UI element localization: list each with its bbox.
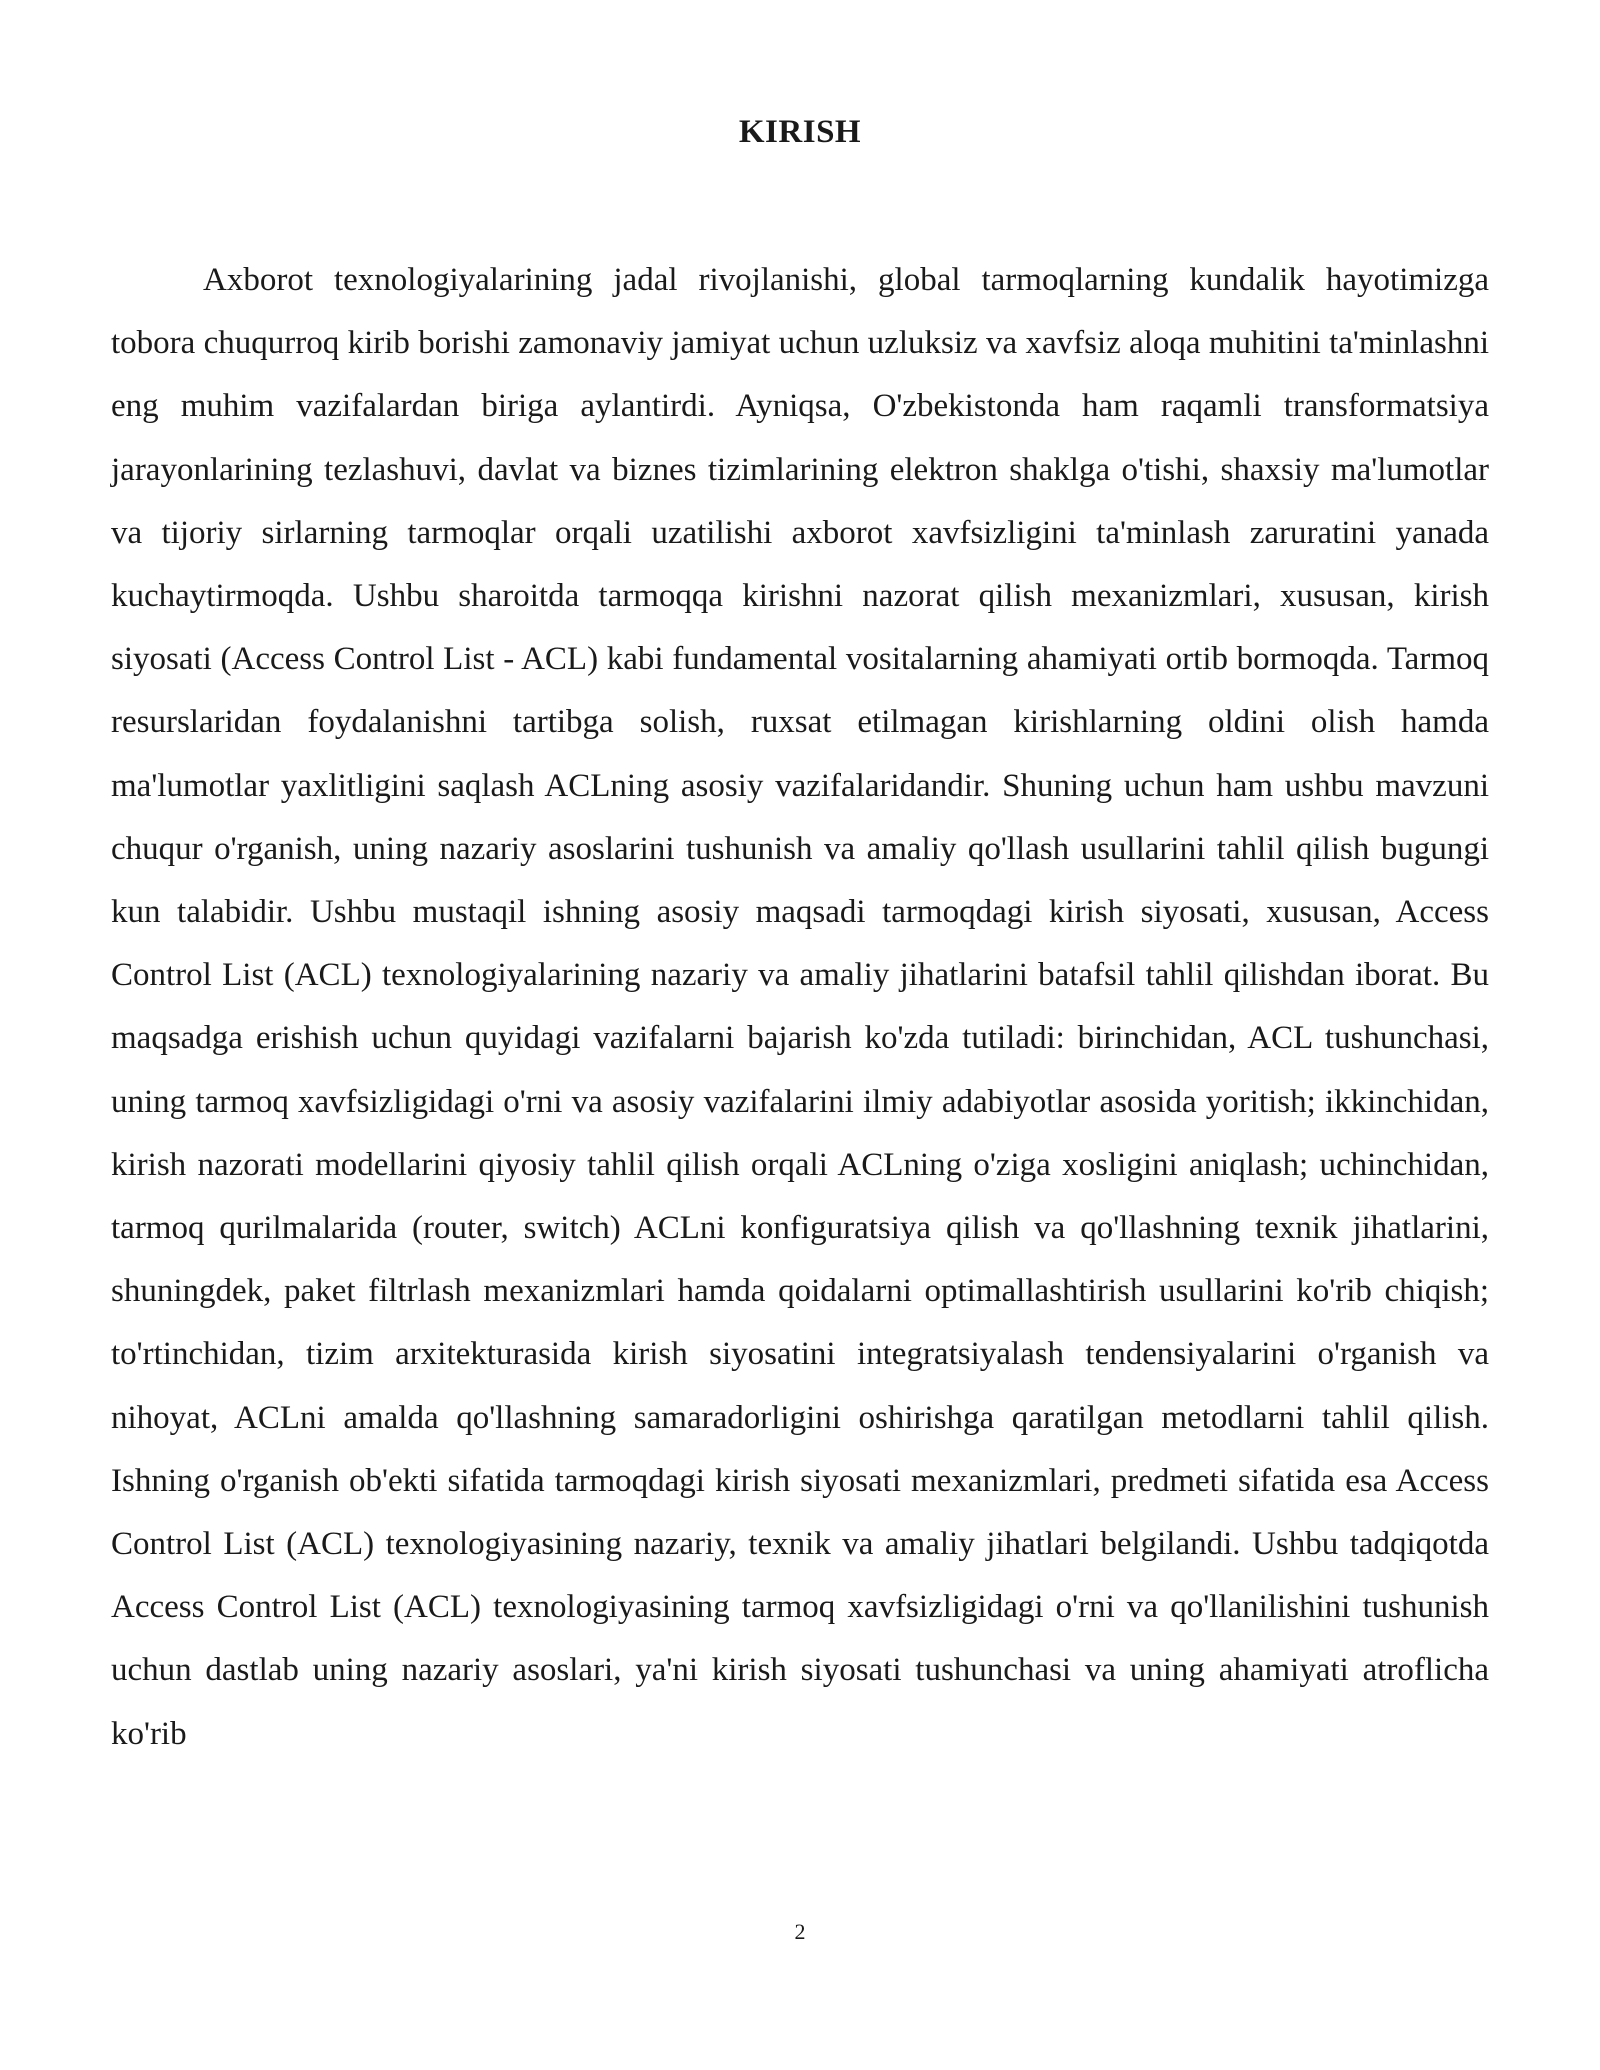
body-paragraph: Axborot texnologiyalarining jadal rivojlanishi, global tarmoqlarning kundalik hayotimizga tobora chuqurroq kirib borishi zamonaviy jamiyat uchun uzluksiz va xavfsiz aloqa muhitini ta'minlashni eng muhim vazifalardan biriga aylantirdi. Ayniqsa, O'zbekistonda ham raqamli transformatsiya jarayonlarining tezlashuvi, davlat va biznes tizimlarining elektron shaklga o'tishi, shaxsiy ma'lumotlar va tijoriy sirlarning tarmoqlar orqali uzatilishi axborot xavfsizligini ta'minlash zaruratini yanada kuchaytirmoqda. Ushbu sharoitda tarmoqqa kirishni nazorat qilish mexanizmlari, xususan, kirish siyosati (Access Control List - ACL) kabi fundamental vositalarning ahamiyati ortib bormoqda. Tarmoq resurslaridan foydalanishni tartibga solish, ruxsat etilmagan kirishlarning oldini olish hamda ma'lumotlar yaxlitligini saqlash ACLning asosiy vazifalaridandir. Shuning uchun ham ushbu mavzuni chuqur o'rganish, uning nazariy asoslarini tushunish va amaliy qo'llash usullarini tahlil qilish bugungi kun talabidir. Ushbu mustaqil ishning asosiy maqsadi tarmoqdagi kirish siyosati, xususan, Access Control List (ACL) texnologiyalarining nazariy va amaliy jihatlarini batafsil tahlil qilishdan iborat. Bu maqsadga erishish uchun quyidagi vazifalarni bajarish ko'zda tutiladi: birinchidan, ACL tushunchasi, uning tarmoq xavfsizligidagi o'rni va asosiy vazifalarini ilmiy adabiyotlar asosida yoritish; ikkinchidan, kirish nazorati modellarini qiyosiy tahlil qilish orqali ACLning o'ziga xosligini aniqlash; uchinchidan, tarmoq qurilmalarida (router, switch) ACLni konfiguratsiya qilish va qo'llashning texnik jihatlarini, shuningdek, paket filtrlash mexanizmlari hamda qoidalarni optimallashtirish usullarini ko'rib chiqish; to'rtinchidan, tizim arxitekturasida kirish siyosatini integratsiyalash tendensiyalarini o'rganish va nihoyat, ACLni amalda qo'llashning samaradorligini oshirishga qaratilgan metodlarni tahlil qilish. Ishning o'rganish ob'ekti sifatida tarmoqdagi kirish siyosati mexanizmlari, predmeti sifatida esa Access Control List (ACL) texnologiyasining nazariy, texnik va amaliy jihatlari belgilandi. Ushbu tadqiqotda Access Control List (ACL) texnologiyasining tarmoq xavfsizligidagi o'rni va qo'llanilishini tushunish uchun dastlab uning nazariy asoslari, ya'ni kirish siyosati tushunchasi va uning ahamiyati atroflicha ko'rib — [111, 262, 1489, 1752]
section-title: KIRISH — [738, 114, 862, 150]
page-number: 2 — [794, 1919, 806, 1944]
